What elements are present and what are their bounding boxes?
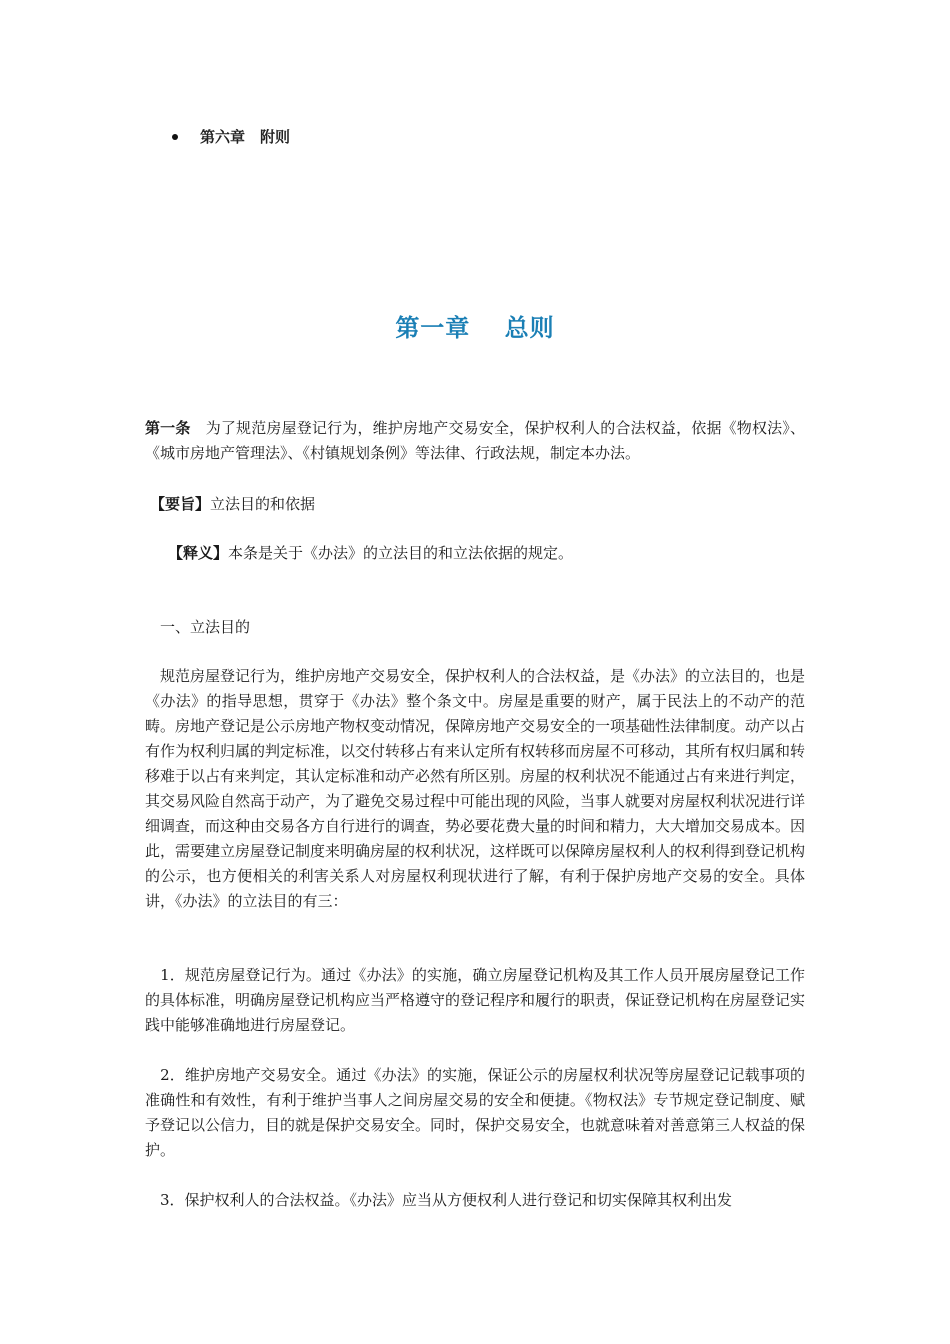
yaozhi-paragraph: [150, 492, 810, 517]
shiyi-text: 本条是关于《办法》的立法目的和立法依据的规定。: [228, 544, 574, 562]
main-paragraph: 规范房屋登记行为，维护房地产交易安全，保护权利人的合法权益，是《办法》的立法目的，也是《办法》的指导思想，贯穿于《办法》整个条文中。房屋是重要的财产，属于民法上的不动产的范畴。房地产登记是公示房地产物权变动情况，保障房地产交易安全的一项基础性法律制度。动产以占有作为权利归属的判定标准，以交付转移占有来认定所有权转移而房屋不可移动，其所有权归属和转移难于以占有来判定，其认定标准和动产必然有所区别。房屋的权利状况不能通过占有来进行判定，其交易风险自然高于动产，为了避免交易过程中可能出现的风险，当事人就要对房屋权利状况进行详细调查，而这种由交易各方自行进行的调查，势必要花费大量的时间和精力，大大增加交易成本。因此，需要建立房屋登记制度来明确房屋的权利状况，这样既可以保障房屋权利人的权利得到登记机构的公示，也方便相关的利害关系人对房屋权利现状进行了解，有利于保护房地产交易的安全。具体讲，《办法》的立法目的有三：: [145, 667, 806, 910]
shiyi-paragraph: [168, 541, 828, 566]
yaozhi-text: 立法目的和依据: [210, 495, 316, 513]
yaozhi-label: 【要旨】: [150, 495, 211, 513]
toc-item-chapter6[interactable]: [172, 126, 290, 147]
article-label: 第一条: [145, 419, 191, 437]
article-text: 为了规范房屋登记行为，维护房地产交易安全，保护权利人的合法权益，依据《物权法》、《城市房地产管理法》、《村镇规划条例》等法律、行政法规，制定本办法。: [145, 419, 805, 462]
article-1: [145, 416, 805, 466]
chapter-title: 第一章 总则: [395, 314, 555, 342]
section-heading: 一、立法目的: [160, 618, 251, 636]
list-item: 1．规范房屋登记行为。通过《办法》的实施，确立房屋登记机构及其工作人员开展房屋登记工作的具体标准，明确房屋登记机构应当严格遵守的登记程序和履行的职责，保证登记机构在房屋登记实践中能够准确地进行房屋登记。: [145, 966, 806, 1034]
list-item: 3．保护权利人的合法权益。《办法》应当从方便权利人进行登记和切实保障其权利出发: [145, 1191, 733, 1209]
bullet-icon: [172, 134, 178, 140]
shiyi-label: 【释义】: [168, 544, 229, 562]
list-item: 2．维护房地产交易安全。通过《办法》的实施，保证公示的房屋权利状况等房屋登记记载事项的准确性和有效性，有利于维护当事人之间房屋交易的安全和便捷。《物权法》专节规定登记制度、赋予登记以公信力，目的就是保护交易安全。同时，保护交易安全，也就意味着对善意第三人权益的保护。: [145, 1066, 806, 1159]
toc-item-label: 第六章 附则: [200, 128, 291, 146]
